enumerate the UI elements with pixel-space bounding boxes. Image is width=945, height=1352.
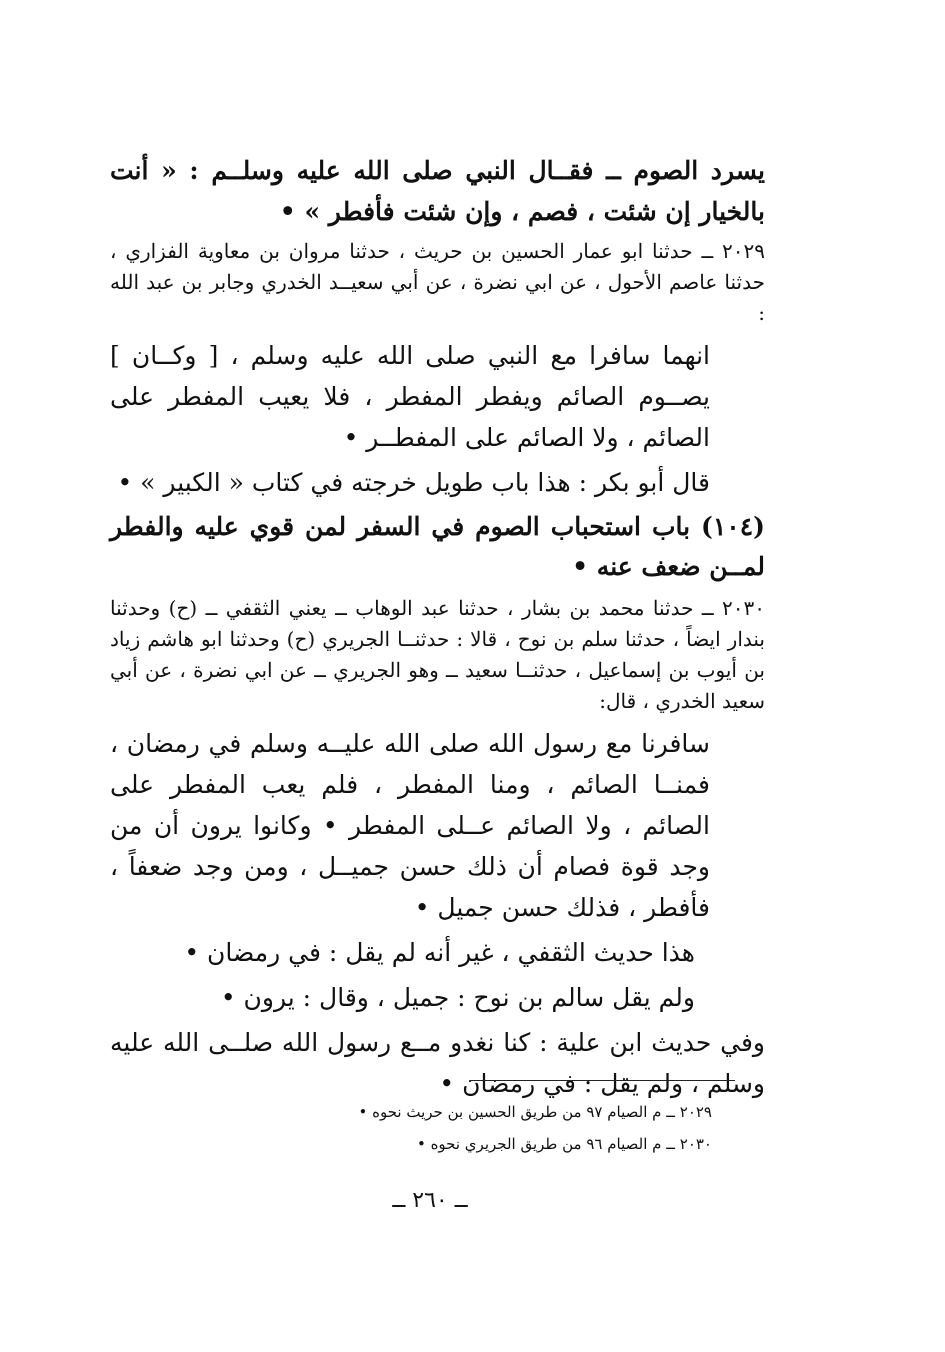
- hadith-2030-isnad: ٢٠٣٠ ــ حدثنا محمد بن بشار ، حدثنا عبد الوهاب ــ يعني الثقفي ــ (ح) وحدثنا بندار ايضاً ، حدثنا سلم بن نوح ، قالا : حدثنــا الجريري (ح) وحدثنا ابو هاشم زياد بن أيوب بن إسماعيل ، حدثنــا سعيد ــ وهو الجريري ــ عن ابي نضرة ، عن أبي سعيد الخدري ، قال:: [110, 596, 765, 713]
- narration-note-1: هذا حديث الثقفي ، غير أنه لم يقل : في رمضان •: [184, 938, 695, 967]
- footnote-divider: [470, 1080, 735, 1081]
- footnote-2030: ٢٠٣٠ ــ م الصيام ٩٦ من طريق الجريري نحوه •: [416, 1135, 712, 1153]
- footnotes: [300, 1096, 712, 1160]
- abu-bakr-comment: قال أبو بكر : هذا باب طويل خرجته في كتاب « الكبير » •: [117, 468, 710, 497]
- narration-note-2: ولم يقل سالم بن نوح : جميل ، وقال : يرون •: [220, 983, 695, 1012]
- chapter-heading: (١٠٤) باب استحباب الصوم في السفر لمن قوي عليه والفطر لمــن ضعف عنه •: [110, 512, 765, 581]
- page-number: ــ ٢٦٠ ــ: [392, 1188, 468, 1213]
- hadith-2029-isnad: ٢٠٢٩ ــ حدثنا ابو عمار الحسين بن حريث ، حدثنا مروان بن معاوية الفزاري ، حدثنا عاصم الأحول ، عن ابي نضرة ، عن أبي سعيــد الخدري وجابر بن عبد الله :: [110, 239, 765, 325]
- hadith-2029-matn: انهما سافرا مع النبي صلى الله عليه وسلم ، [ وكــان ] يصــوم الصائم ويفطر المفطر ، فلا يعيب المفطر على الصائم ، ولا الصائم على المفطــر •: [110, 341, 710, 452]
- footnote-2029: ٢٠٢٩ ــ م الصيام ٩٧ من طريق الحسين بن حريث نحوه •: [358, 1103, 712, 1121]
- hadith-2030-matn: سافرنا مع رسول الله صلى الله عليــه وسلم في رمضان ، فمنــا الصائم ، ومنا المفطر ، فلم يعب المفطر على الصائم ، ولا الصائم عــلى المفطر • وكانوا يرون أن من وجد قوة فصام أن ذلك حسن جميــل ، ومن وجد ضعفاً ، فأفطر ، فذلك حسن جميل •: [110, 729, 710, 922]
- narration-note-3: وفي حديث ابن علية : كنا نغدو مــع رسول الله صلــى الله عليه وسلم ، ولم يقل : في رمضان •: [110, 1028, 765, 1098]
- page-body: [110, 150, 765, 1108]
- paragraph-continuation: يسرد الصوم ــ فقــال النبي صلى الله عليه وسلــم : « أنت بالخيار إن شئت ، فصم ، وإن شئت فأفطر » •: [110, 156, 765, 226]
